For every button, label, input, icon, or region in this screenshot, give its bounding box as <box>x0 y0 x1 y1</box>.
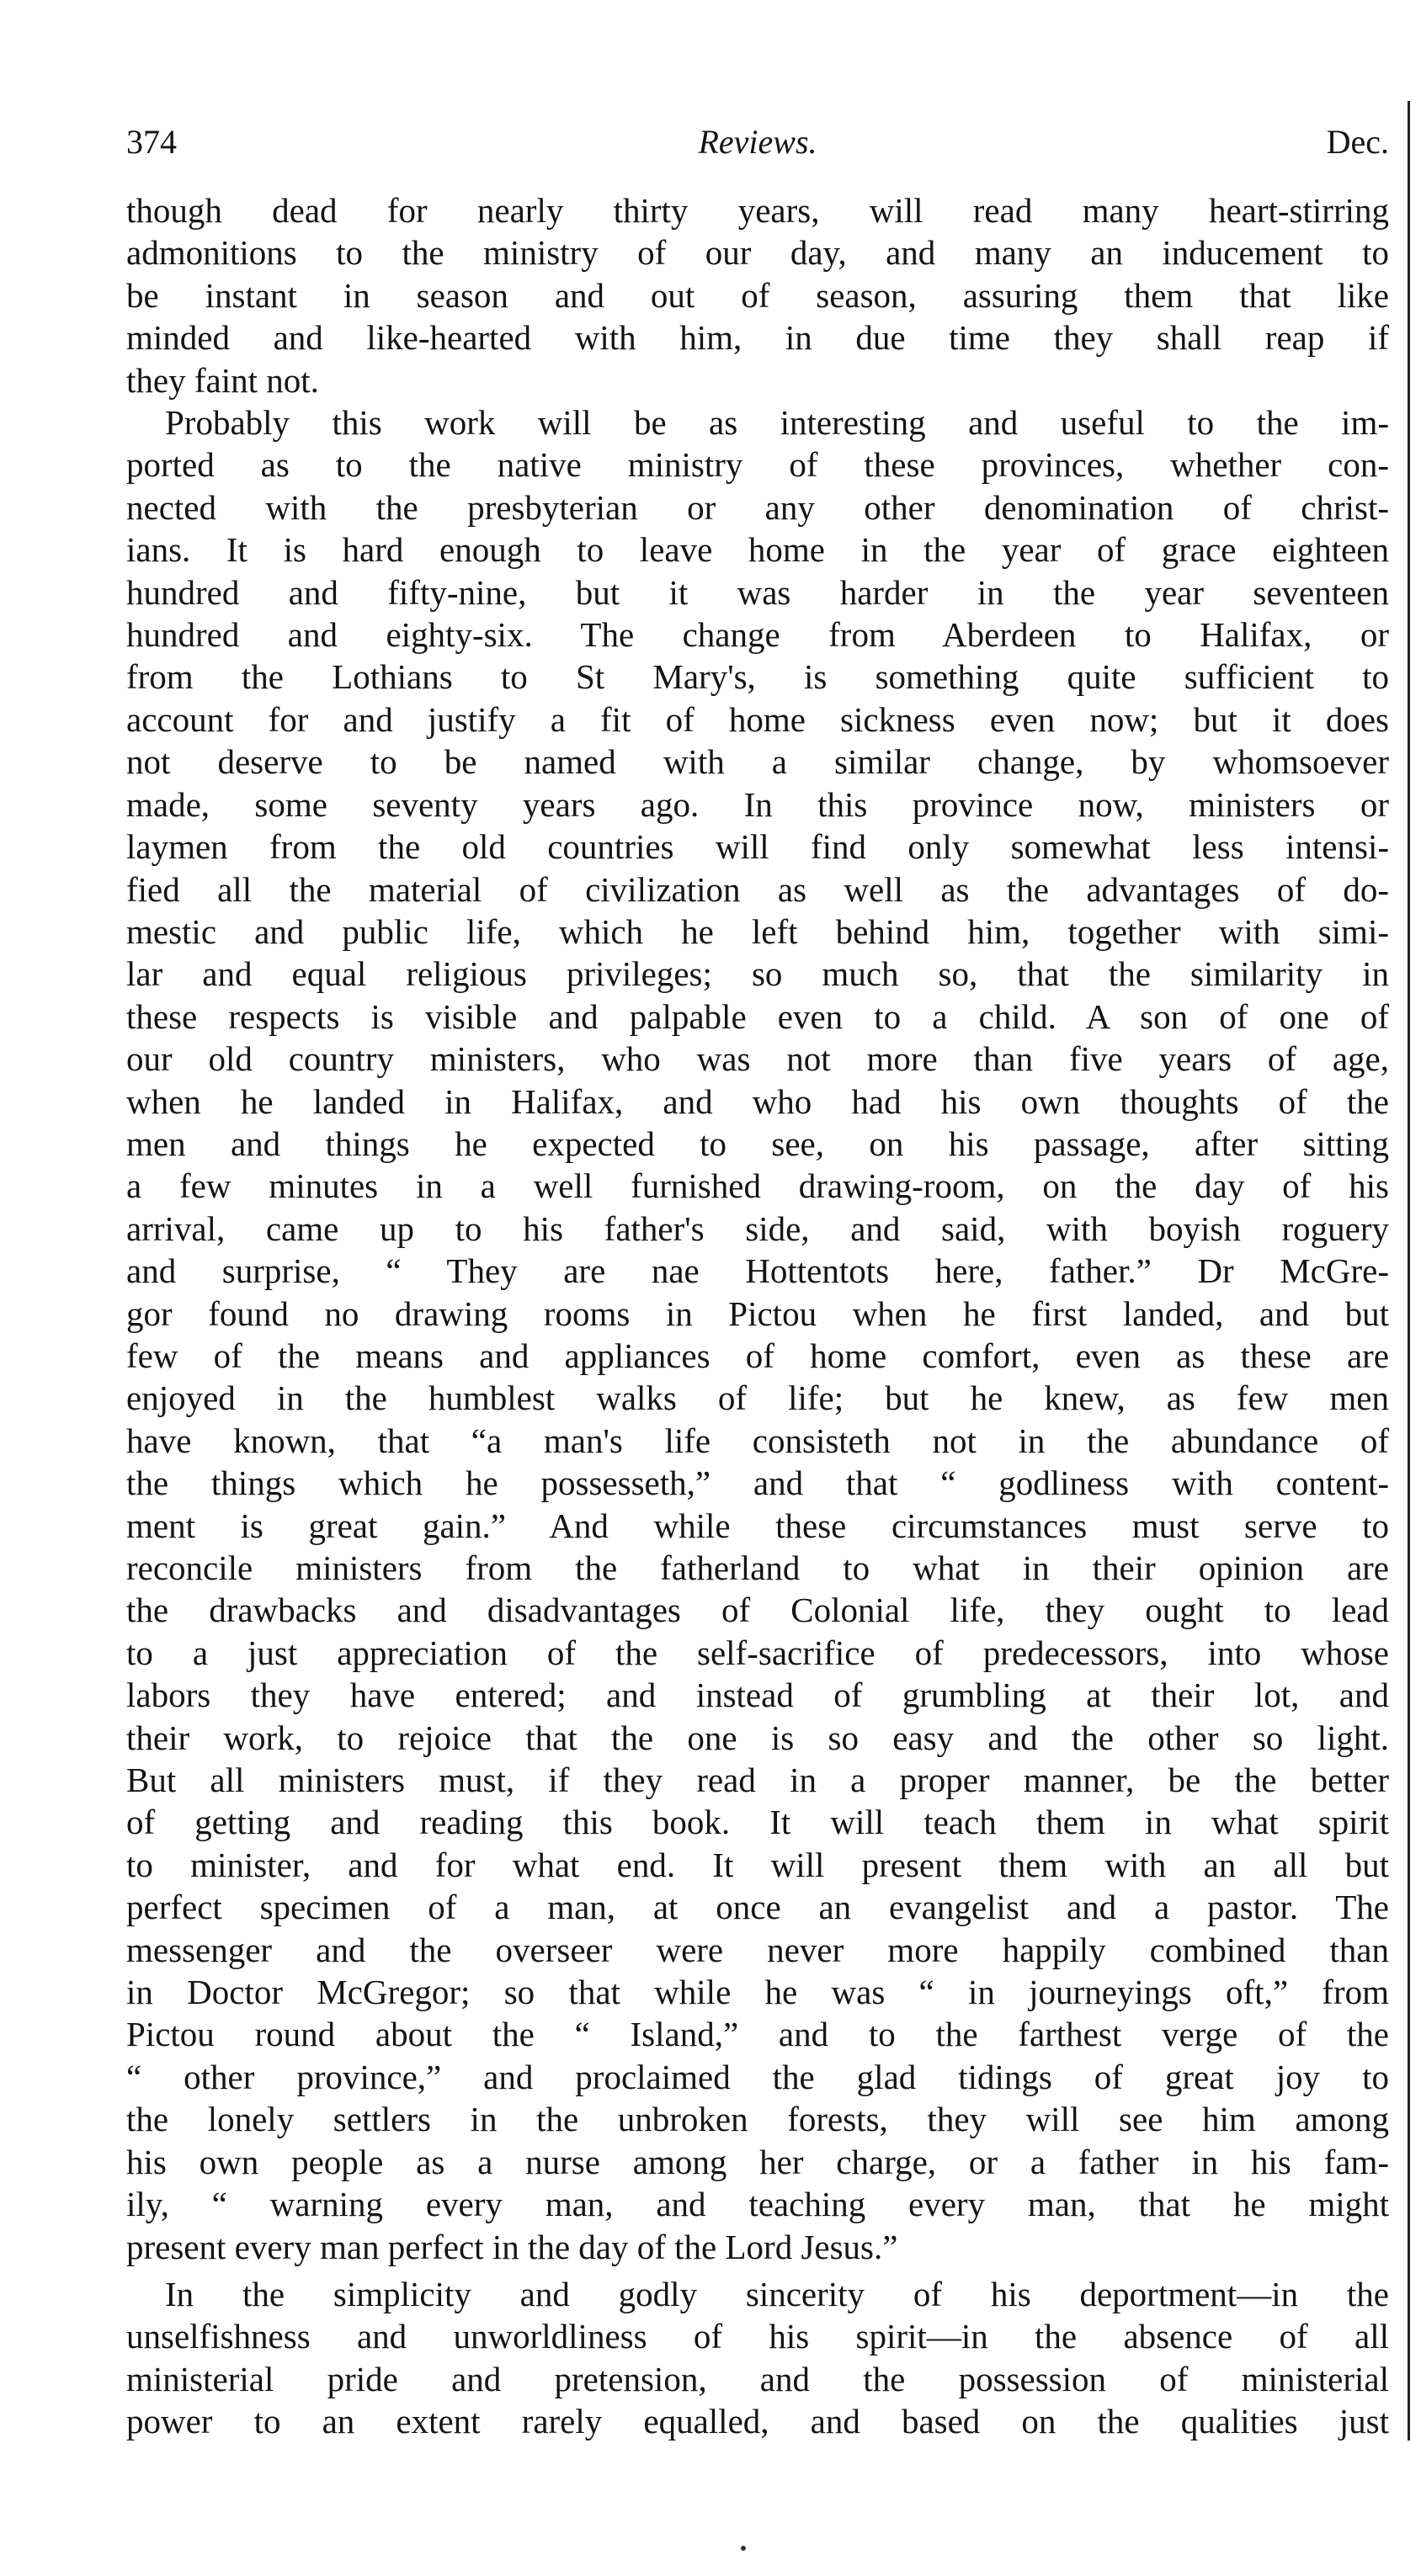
text-line: and surprise, “ They are nae Hottentots here, father.” Dr McGre- <box>126 1251 1389 1291</box>
page-number: 374 <box>126 123 177 161</box>
text-line: though dead for nearly thirty years, will read many heart-stirring <box>126 191 1389 230</box>
paragraph-imported-ministry <box>126 401 1389 2268</box>
text-line: gor found no drawing rooms in Pictou when he first landed, and but <box>126 1293 1389 1333</box>
text-line: In the simplicity and godly sincerity of his deportment—in the <box>165 2274 1389 2313</box>
text-line: our old country ministers, who was not more than five years of age, <box>126 1039 1389 1079</box>
text-line: laymen from the old countries will find only somewhat less intensi- <box>126 827 1389 867</box>
ink-speck <box>741 2546 746 2551</box>
text-line: power to an extent rarely equalled, and based on the qualities just <box>126 2402 1389 2441</box>
text-line: But all ministers must, if they read in a proper manner, be the better <box>126 1761 1389 1800</box>
text-line: ment is great gain.” And while these circumstances must serve to <box>126 1506 1389 1545</box>
text-line: Pictou round about the “ Island,” and to the farthest verge of the <box>126 2015 1389 2054</box>
text-line: nected with the presbyterian or any other denomination of christ- <box>126 487 1389 527</box>
running-title: Reviews. <box>698 123 817 161</box>
text-line: these respects is visible and palpable even to a child. A son of one of <box>126 996 1389 1036</box>
text-line: messenger and the overseer were never more happily combined than <box>126 1930 1389 1969</box>
text-line: minded and like-hearted with him, in due time they shall reap if <box>126 318 1389 358</box>
text-line: a few minutes in a well furnished drawing-room, on the day of his <box>126 1166 1389 1206</box>
text-line: men and things he expected to see, on his passage, after sitting <box>126 1123 1389 1163</box>
text-line: of getting and reading this book. It will teach them in what spirit <box>126 1803 1389 1842</box>
text-line: ily, “ warning every man, and teaching every man, that he might <box>126 2185 1389 2224</box>
text-line: have known, that “a man's life consisteth not in the abundance of <box>126 1421 1389 1460</box>
text-line: few of the means and appliances of home comfort, even as these are <box>126 1336 1389 1375</box>
text-line: be instant in season and out of season, assuring them that like <box>126 275 1389 315</box>
header-month: Dec. <box>1326 123 1389 161</box>
page-edge-rule <box>1408 101 1410 2441</box>
text-line: labors they have entered; and instead of grumbling at their lot, and <box>126 1676 1389 1715</box>
text-line: arrival, came up to his father's side, and said, with boyish roguery <box>126 1208 1389 1248</box>
text-line: they faint not. <box>126 360 319 400</box>
text-line: hundred and fifty-nine, but it was harder in the year seventeen <box>126 572 1389 612</box>
text-line: to minister, and for what end. It will present them with an all but <box>126 1845 1389 1884</box>
text-line: not deserve to be named with a similar change, by whomsoever <box>126 742 1389 782</box>
text-line: admonitions to the ministry of our day, and many an inducement to <box>126 233 1389 273</box>
text-line: his own people as a nurse among her charge, or a father in his fam- <box>126 2142 1389 2181</box>
text-line: mestic and public life, which he left behind him, together with simi- <box>126 911 1389 951</box>
text-line: enjoyed in the humblest walks of life; but he knew, as few men <box>126 1378 1389 1418</box>
text-line: present every man perfect in the day of the Lord Jesus.” <box>126 2227 898 2266</box>
paragraph-continued <box>126 189 1389 401</box>
text-line: their work, to rejoice that the one is so easy and the other so light. <box>126 1718 1389 1757</box>
text-line: made, some seventy years ago. In this province now, ministers or <box>126 784 1389 824</box>
text-line: reconcile ministers from the fatherland to what in their opinion are <box>126 1548 1389 1587</box>
text-line: the things which he possesseth,” and that “ godliness with content- <box>126 1463 1389 1503</box>
text-line: account for and justify a fit of home sickness even now; but it does <box>126 699 1389 739</box>
text-line: in Doctor McGregor; so that while he was “ in journeyings oft,” from <box>126 1973 1389 2012</box>
text-line: the drawbacks and disadvantages of Colonial life, they ought to lead <box>126 1591 1389 1630</box>
text-line: “ other province,” and proclaimed the glad tidings of great joy to <box>126 2057 1389 2096</box>
text-line: hundred and eighty-six. The change from Aberdeen to Halifax, or <box>126 615 1389 655</box>
text-line: fied all the material of civilization as well as the advantages of do- <box>126 869 1389 909</box>
text-line: lar and equal religious privileges; so much so, that the similarity in <box>126 954 1389 994</box>
text-line: ians. It is hard enough to leave home in the year of grace eighteen <box>126 530 1389 570</box>
text-line: ported as to the native ministry of these provinces, whether con- <box>126 445 1389 485</box>
text-line: to a just appreciation of the self-sacrifice of predecessors, into whose <box>126 1633 1389 1672</box>
text-line: perfect specimen of a man, at once an evangelist and a pastor. The <box>126 1888 1389 1927</box>
text-line: ministerial pride and pretension, and the possession of ministerial <box>126 2359 1389 2398</box>
text-line: when he landed in Halifax, and who had his own thoughts of the <box>126 1081 1389 1121</box>
text-line: Probably this work will be as interesting and useful to the im- <box>165 403 1389 443</box>
text-line: unselfishness and unworldliness of his spirit—in the absence of all <box>126 2317 1389 2356</box>
paragraph-deportment <box>126 2273 1389 2443</box>
running-header <box>126 122 1389 181</box>
article-body <box>126 189 1389 2443</box>
text-line: from the Lothians to St Mary's, is something quite sufficient to <box>126 657 1389 697</box>
text-line: the lonely settlers in the unbroken forests, they will see him among <box>126 2100 1389 2139</box>
